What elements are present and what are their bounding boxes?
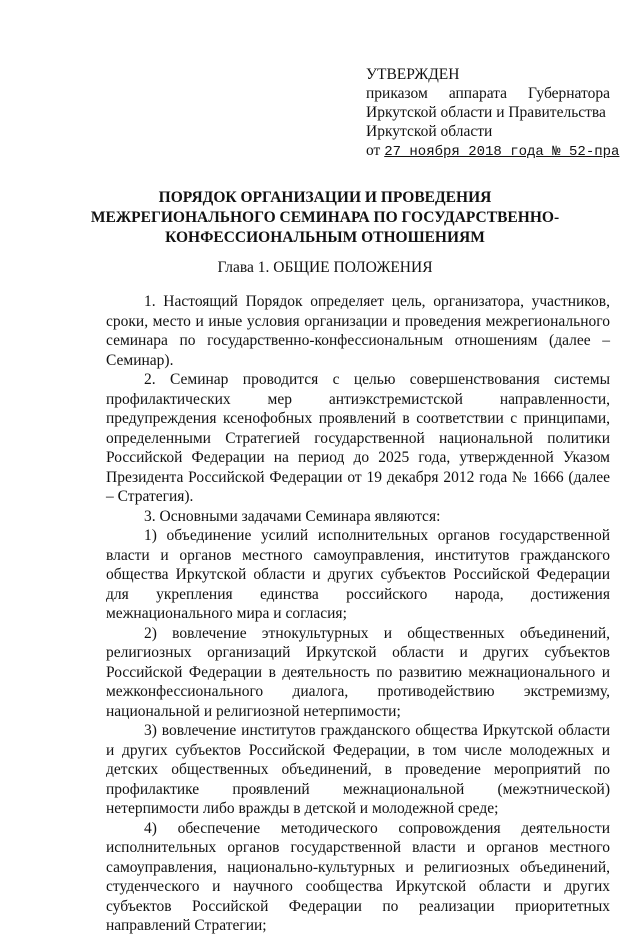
paragraph: 2. Семинар проводится с целью совершенствования системы профилактических мер антиэкстремистской направленности, предупреждения ксенофобных проявлений в соответствии с принципами, определенными Стратегией государственной национальной политики Российской Федерации на период до 2025 года, утвержденной Указом Президента Российской Федерации от 19 декабря 2012 года № 1666 (далее – Стратегия). bbox=[106, 371, 610, 505]
approval-date bbox=[366, 141, 620, 162]
paragraph: 3) вовлечение институтов гражданского общества Иркутской области и других субъектов Российской Федерации, в том числе молодежных и детских общественных объединений, в проведение мероприятий по профилактике проявлений межнациональной (межэтнической) нетерпимости либо вражды в детской и молодежной среде; bbox=[106, 722, 610, 817]
approval-date-prefix: от bbox=[366, 142, 381, 159]
title-line: КОНФЕССИОНАЛЬНЫМ ОТНОШЕНИЯМ bbox=[165, 229, 485, 246]
approval-word: Губернатора bbox=[528, 85, 610, 102]
approval-heading: УТВЕРЖДЕН bbox=[366, 66, 460, 83]
approval-date-value: 27 ноября 2018 года № 52-пра bbox=[384, 144, 620, 160]
approval-line-2: Иркутской области и Правительства bbox=[366, 104, 606, 121]
approval-stamp bbox=[366, 65, 620, 162]
approval-line-1 bbox=[366, 84, 610, 103]
approval-word: аппарата bbox=[448, 85, 508, 102]
paragraph: 1. Настоящий Порядок определяет цель, организатора, участников, сроки, место и иные условия организации и проведения межрегионального семинара по государственно-конфессиональным отношениям (далее – Семинар). bbox=[106, 293, 610, 369]
title-line: МЕЖРЕГИОНАЛЬНОГО СЕМИНАРА ПО ГОСУДАРСТВЕННО- bbox=[90, 209, 560, 226]
paragraph: 1) объединение усилий исполнительных органов государственной власти и органов местного самоуправления, институтов гражданского общества Иркутской области и других субъектов Российской Федерации для укрепления единства российского народа, достижения межнационального мира и согласия; bbox=[106, 527, 610, 622]
approval-word: приказом bbox=[366, 85, 428, 102]
document-body bbox=[106, 292, 610, 936]
paragraph: 4) обеспечение методического сопровождения деятельности исполнительных органов государственной власти и органов местного самоуправления, национально-культурных и религиозных объединений, студенческого и научного сообщества Иркутской области и других субъектов Российской Федерации по реализации приоритетных направлений Стратегии; bbox=[106, 819, 610, 934]
paragraph: 2) вовлечение этнокультурных и общественных объединений, религиозных организаций Иркутской области и других субъектов Российской Федерации в деятельность по развитию межнационального и межконфессионального диалога, противодействию экстремизму, национальной и религиозной нетерпимости; bbox=[106, 624, 610, 720]
title-line: ПОРЯДОК ОРГАНИЗАЦИИ И ПРОВЕДЕНИЯ bbox=[158, 189, 492, 206]
approval-line-3: Иркутской области bbox=[366, 123, 493, 140]
document-title bbox=[40, 188, 610, 248]
chapter-heading: Глава 1. ОБЩИЕ ПОЛОЖЕНИЯ bbox=[217, 259, 433, 276]
paragraph: 3. Основными задачами Семинара являются: bbox=[144, 507, 441, 525]
